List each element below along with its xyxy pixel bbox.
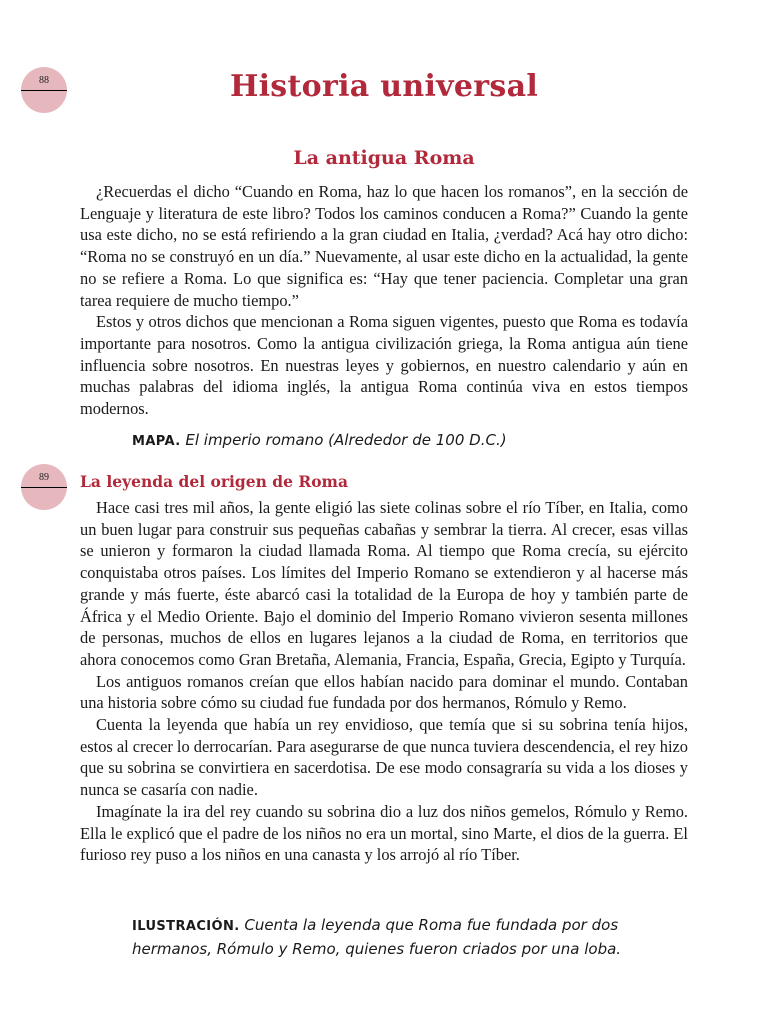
illustration-caption-text: Cuenta la leyenda que Roma fue fundada por dos hermanos, Rómulo y Remo, quienes fueron criados por una loba. (132, 916, 622, 958)
paragraph: ¿Recuerdas el dicho “Cuando en Roma, haz lo que hacen los romanos”, en la sección de Lenguaje y literatura de este libro? Todos los caminos conducen a Roma?” Cuando la gente usa este dicho, no se está refiriendo a la gran ciudad en Italia, ¿verdad? Acá hay otro dicho: “Roma no se construyó en un día.” Nuevamente, al usar este dicho en la actualidad, la gente no se refiere a Roma. Lo que significa es: “Hay que tener paciencia. Completar una gran tarea requiere de mucho tiempo.” (80, 182, 688, 310)
map-caption-text: El imperio romano (Alrededor de 100 D.C.) (185, 431, 507, 449)
map-caption-lead: MAPA. (132, 434, 181, 449)
paragraph: Cuenta la leyenda que había un rey envidioso, que temía que si su sobrina tenía hijos, estos al crecer lo derrocarían. Para asegurarse de que nunca tuviera descendencia, el rey hizo que su sobrina se convirtiera en sacerdotisa. De ese modo consagraría su vida a los dioses y nunca se casaría con nadie. (80, 715, 688, 800)
page-title: Historia universal (229, 69, 539, 104)
illustration-caption-lead: ILUSTRACIÓN. (132, 919, 240, 934)
section-heading: La leyenda del origen de Roma (80, 472, 349, 491)
illustration-caption (132, 914, 692, 960)
page-subtitle: La antigua Roma (293, 147, 475, 169)
map-caption (132, 429, 692, 453)
page-number: 89 (39, 472, 49, 483)
page-marker-rule (21, 487, 67, 488)
paragraph: Imagínate la ira del rey cuando su sobrina dio a luz dos niños gemelos, Rómulo y Remo. Ella le explicó que el padre de los niños no era un mortal, sino Marte, el dios de la guerra. El furioso rey puso a los niños en una canasta y los arrojó al río Tíber. (80, 801, 688, 865)
paragraph: Los antiguos romanos creían que ellos habían nacido para dominar el mundo. Contaban una historia sobre cómo su ciudad fue fundada por dos hermanos, Rómulo y Remo. (80, 671, 688, 713)
page-number: 88 (39, 75, 49, 86)
paragraph: Hace casi tres mil años, la gente eligió las siete colinas sobre el río Tíber, en Italia, como un buen lugar para construir sus pequeñas cabañas y sembrar la tierra. Al crecer, esas villas se unieron y formaron la ciudad llamada Roma. Al tiempo que Roma crecía, su ejército conquistaba otros países. Los límites del Imperio Romano se extendieron y al hacerse más grande y más fuerte, éste abarcó casi la totalidad de la Europa de hoy y también parte de África y el Medio Oriente. Bajo el dominio del Imperio Romano vivieron sesenta millones de personas, muchos de ellos en lugares lejanos a la ciudad de Roma, en territorios que ahora conocemos como Gran Bretaña, Alemania, Francia, España, Grecia, Egipto y Turquía. (80, 498, 688, 669)
paragraph: Estos y otros dichos que mencionan a Roma siguen vigentes, puesto que Roma es todavía importante para nosotros. Como la antigua civilización griega, la Roma antigua aún tiene influencia sobre nosotros. En nuestras leyes y gobiernos, en nuestro calendario y aún en muchas palabras del idioma inglés, la antigua Roma continúa viva en estos tiempos modernos. (80, 312, 688, 419)
section-1-body (80, 181, 688, 420)
section-2-body (80, 497, 688, 866)
